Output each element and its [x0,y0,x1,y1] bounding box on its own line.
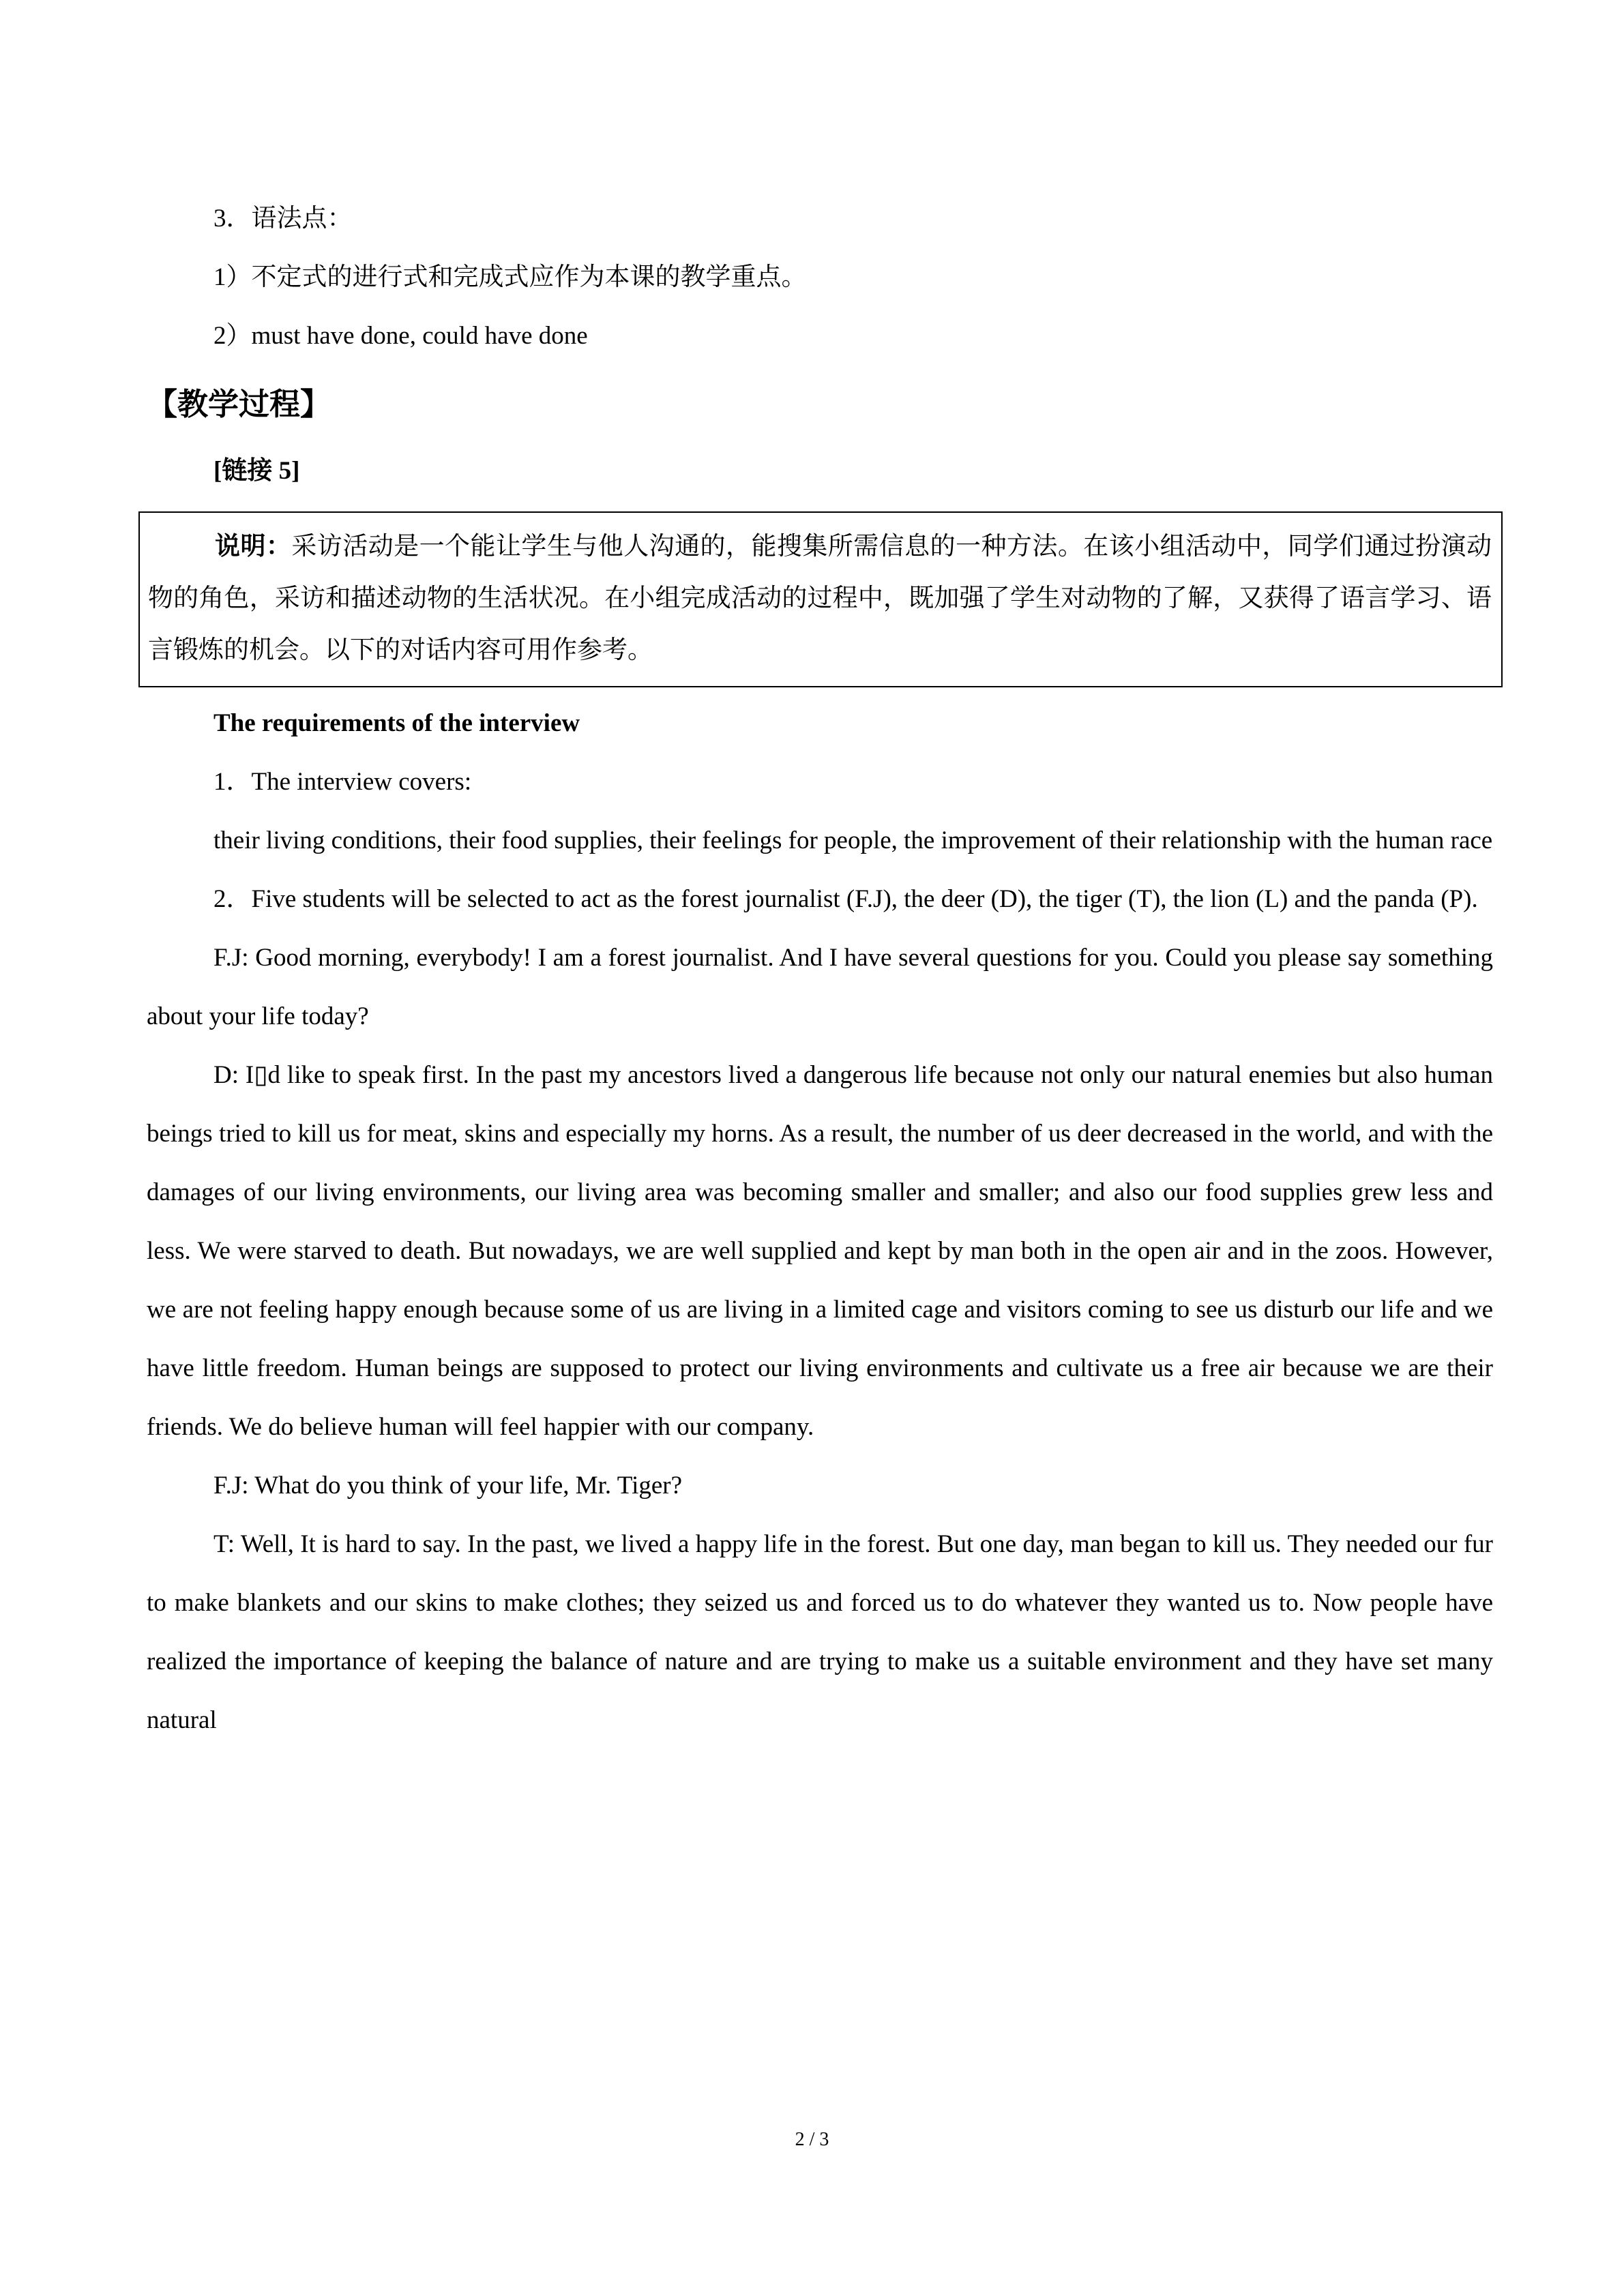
dialogue-fj-question-1: F.J: Good morning, everybody! I am a forest journalist. And I have several questions for you. Could you please say something about your life today? [147,944,1493,1030]
grammar-point-2: 2）must have done, could have done [213,322,588,350]
interview-coverage-item: 1．The interview covers: [213,768,472,796]
grammar-points-heading: 3．语法点： [213,205,353,233]
note-box [138,511,1503,687]
note-body: 采访活动是一个能让学生与他人沟通的，能搜集所需信息的一种方法。在该小组活动中，同学们通过扮演动物的角色，采访和描述动物的生活状况。在小组完成活动的过程中，既加强了学生对动物的了解，又获得了语言学习、语言锻炼的机会。以下的对话内容可用作参考。 [148,533,1492,664]
dialogue-deer-answer: D: I▯d like to speak first. In the past my ancestors lived a dangerous life because not only our natural enemies but also human beings tried to kill us for meat, skins and especially my horns. As a result, the number of us deer decreased in the world, and with the damages of our living environments, our living area was becoming smaller and smaller; and also our food supplies grew less and less. We were starved to death. But nowadays, we are well supplied and kept by man both in the open air and in the zoos. However, we are not feeling happy enough because some of us are living in a limited cage and visitors coming to see us disturb our life and we have little freedom. Human beings are supposed to protect our living environments and cultivate us a free air because we are their friends. We do believe human will feel happier with our company. [147,1061,1493,1441]
link-ref-label: [链接 5] [213,457,300,485]
dialogue-fj-question-2: F.J: What do you think of your life, Mr. Tiger? [213,1472,683,1500]
grammar-point-1: 1）不定式的进行式和完成式应作为本课的教学重点。 [213,263,807,291]
teaching-process-heading: 【教学过程】 [147,387,331,421]
interview-requirements-heading: The requirements of the interview [213,709,580,737]
note-text [148,521,1492,676]
dialogue-tiger-answer: T: Well, It is hard to say. In the past, we lived a happy life in the forest. But one day, man began to kill us. They needed our fur to make blankets and our skins to make clothes; they seized us and forced us to do whatever they wanted us to. Now people have realized the importance of keeping the balance of nature and are trying to make us a suitable environment and they have set many natural [147,1530,1493,1734]
interview-roles-item: 2．Five students will be selected to act as the forest journalist (F.J), the deer (D), the tiger (T), the lion (L) and the panda (P). [213,885,1478,913]
interview-coverage-body: their living conditions, their food supplies, their feelings for people, the improvement of their relationship with the human race [213,826,1493,854]
page-number: 2 / 3 [795,2129,829,2150]
note-label: 说明： [215,533,292,561]
